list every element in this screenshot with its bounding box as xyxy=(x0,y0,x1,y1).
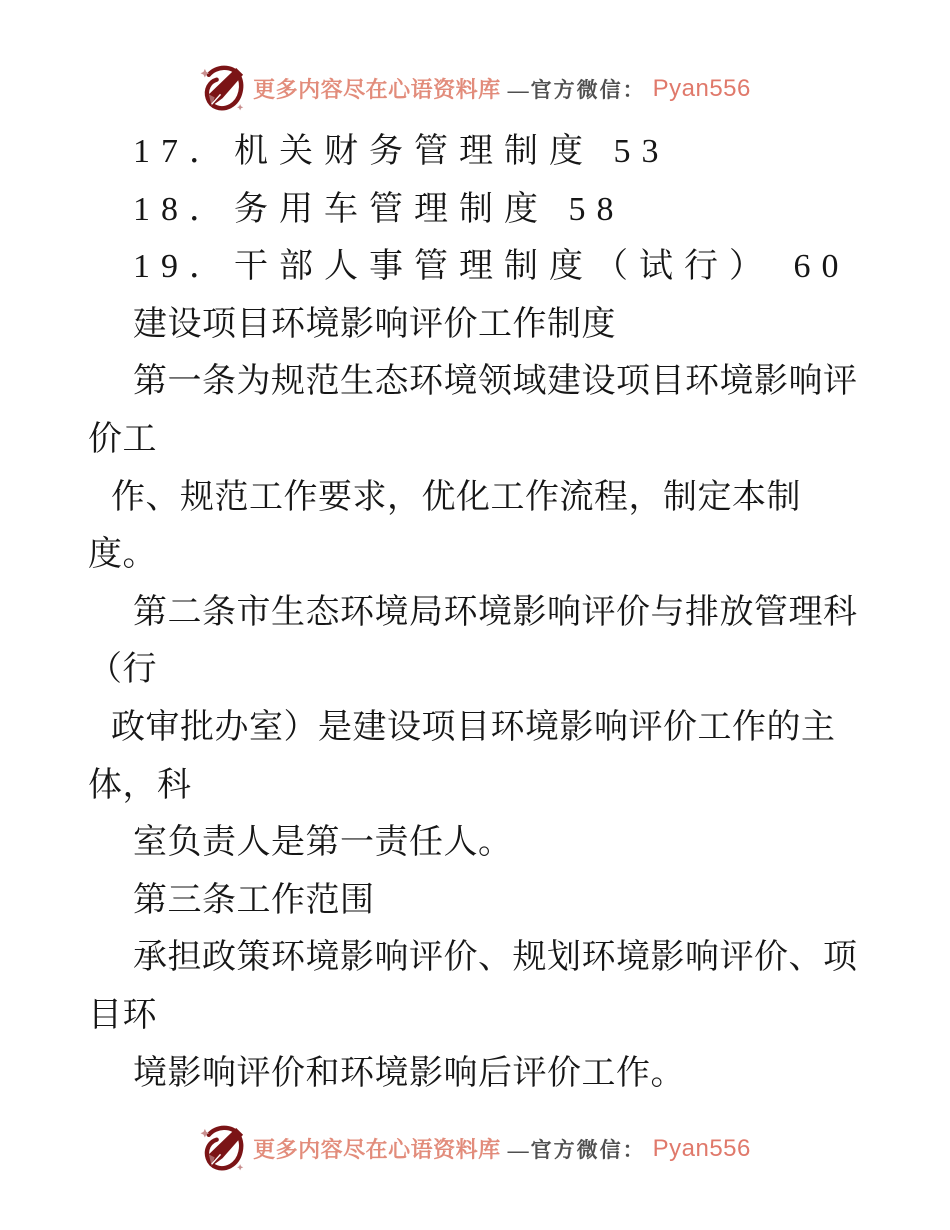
text-line: 价工 xyxy=(88,420,157,458)
text-line: 目环 xyxy=(88,996,157,1034)
text-line: 18．务用车管理制度 58 xyxy=(133,190,625,228)
document-body xyxy=(88,123,920,1102)
text-line: （行 xyxy=(88,651,157,689)
watermark-wechat-id: Pyan556 xyxy=(652,74,751,102)
watermark-separator-text: —官方微信： xyxy=(507,77,646,102)
text-line: 度。 xyxy=(88,536,157,574)
pen-swirl-logo-icon xyxy=(199,60,246,117)
watermark-wechat-id: Pyan556 xyxy=(652,1134,751,1162)
text-line: 政审批办室）是建设项目环境影响评价工作的主 xyxy=(111,708,836,746)
text-line: 第二条市生态环境局环境影响评价与排放管理科 xyxy=(133,593,858,631)
header-watermark xyxy=(0,60,950,117)
text-line: 作、规范工作要求，优化工作流程，制定本制 xyxy=(111,478,801,516)
footer-watermark xyxy=(0,1120,950,1177)
text-line: 体，科 xyxy=(88,766,192,804)
watermark-brand-text: 更多内容尽在心语资料库 xyxy=(253,77,501,102)
pen-swirl-logo-icon xyxy=(199,1120,246,1177)
text-line: 建设项目环境影响评价工作制度 xyxy=(133,305,616,343)
text-line: 室负责人是第一责任人。 xyxy=(133,824,513,862)
text-line: 境影响评价和环境影响后评价工作。 xyxy=(133,1054,685,1092)
text-line: 17．机关财务管理制度 53 xyxy=(133,133,670,170)
watermark-brand-text: 更多内容尽在心语资料库 xyxy=(253,1137,501,1162)
text-line: 承担政策环境影响评价、规划环境影响评价、项 xyxy=(133,939,858,977)
text-line: 第一条为规范生态环境领域建设项目环境影响评 xyxy=(133,363,858,401)
text-line: 第三条工作范围 xyxy=(133,881,375,919)
text-line: 19．干部人事管理制度（试行） 60 xyxy=(133,248,850,286)
watermark-separator-text: —官方微信： xyxy=(507,1137,646,1162)
